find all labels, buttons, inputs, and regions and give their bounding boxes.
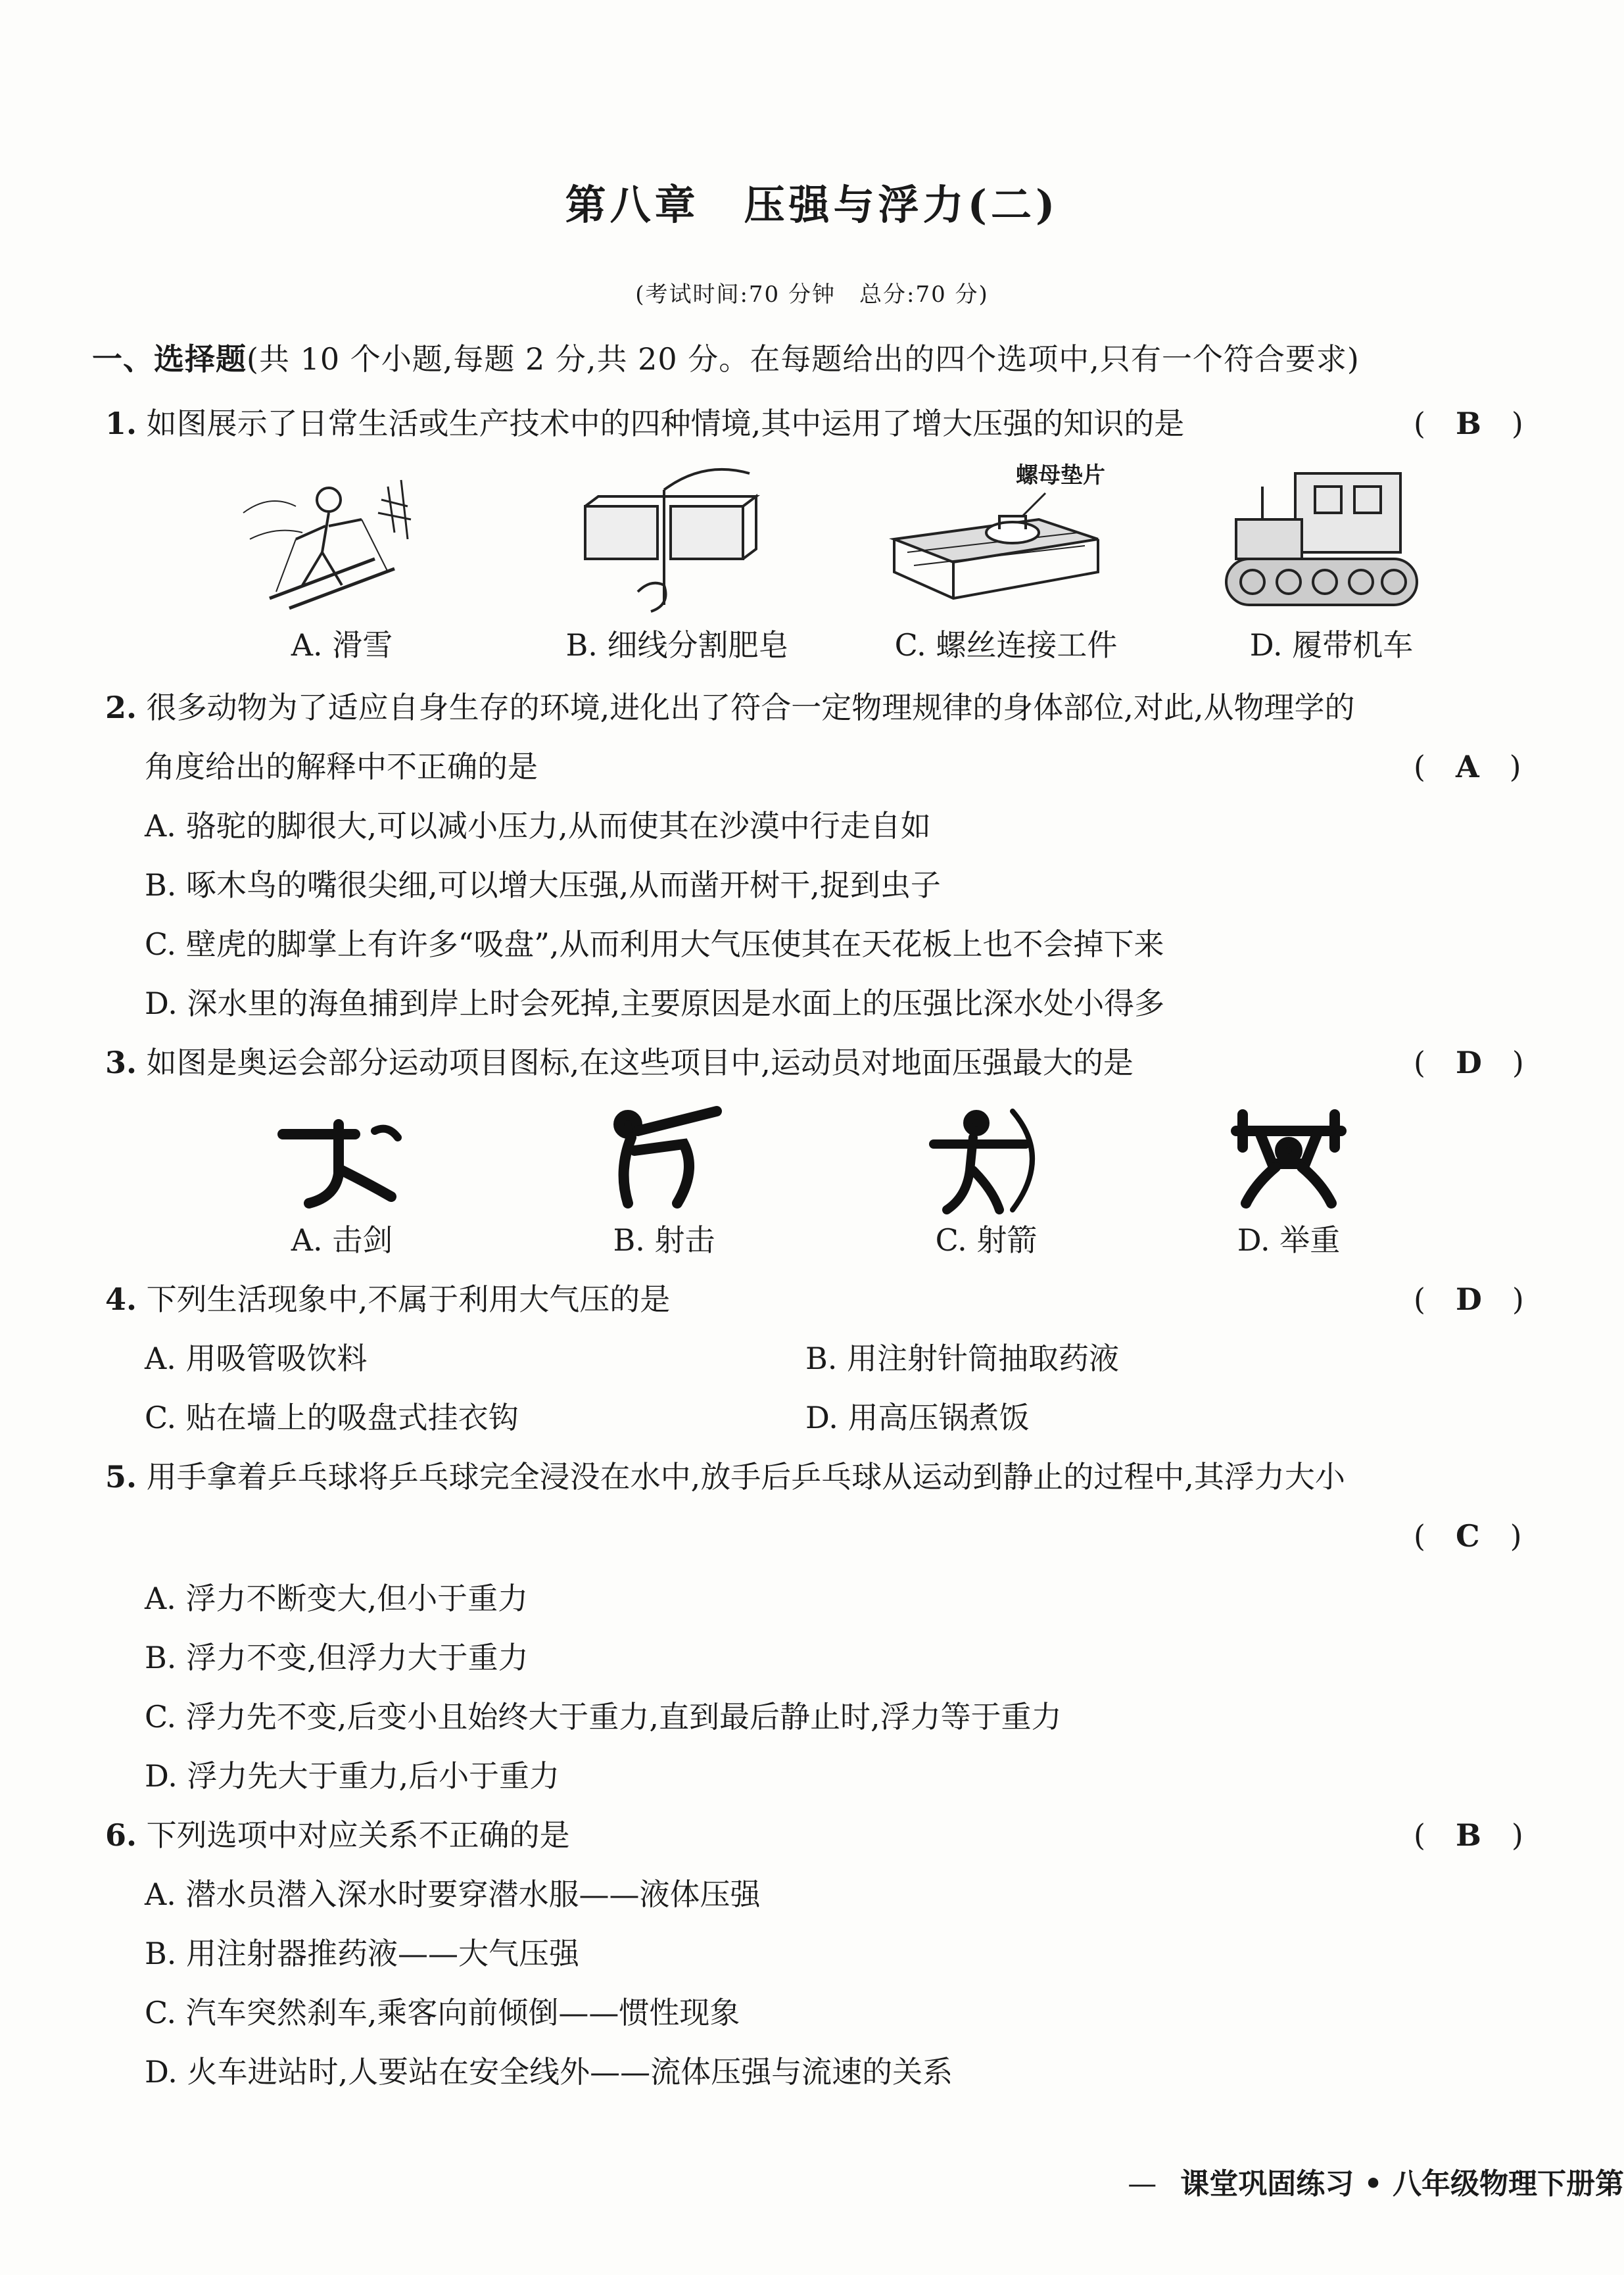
question-text: 如图是奥运会部分运动项目图标,在这些项目中,运动员对地面压强最大的是	[146, 1045, 1134, 1080]
question-text: 下列生活现象中,不属于利用大气压的是	[146, 1281, 671, 1317]
archery-pictogram	[920, 1105, 1052, 1216]
option-b: B. 浮力不变,但浮力大于重力	[145, 1640, 529, 1675]
question-text: 下列选项中对应关系不正确的是	[146, 1817, 570, 1853]
question-number: 6.	[105, 1817, 137, 1853]
fencing-pictogram	[276, 1111, 408, 1210]
option-d: D. 深水里的海鱼捕到岸上时会死掉,主要原因是水面上的压强比深水处小得多	[145, 986, 1165, 1021]
answer-bracket: ( A )	[1414, 749, 1521, 784]
figure-label: 螺母垫片	[1016, 462, 1105, 489]
option-c: C. 浮力先不变,后变小且始终大于重力,直到最后静止时,浮力等于重力	[145, 1699, 1062, 1735]
option-caption-a: A. 击剑	[291, 1222, 393, 1258]
answer-bracket: ( B )	[1414, 1817, 1523, 1853]
option-c: C. 汽车突然刹车,乘客向前倾倒——惯性现象	[145, 1995, 740, 2030]
question-2	[105, 684, 1355, 727]
option-caption-b: B. 射击	[613, 1222, 715, 1258]
page-footer	[1128, 2160, 1624, 2202]
question-number: 4.	[105, 1281, 137, 1317]
section-label: 一、选择题	[92, 341, 247, 377]
soap-cutting-illustration	[572, 460, 782, 618]
option-caption-a: A. 滑雪	[291, 627, 393, 663]
option-a: A. 潜水员潜入深水时要穿潜水服——液体压强	[145, 1877, 761, 1912]
footer-dash: —	[1128, 2167, 1157, 2201]
exam-meta: (考试时间:70 分钟 总分:70 分)	[635, 281, 989, 308]
answer-letter: B	[1455, 406, 1481, 441]
weightlifting-pictogram	[1223, 1105, 1354, 1210]
option-c: C. 贴在墙上的吸盘式挂衣钩	[145, 1400, 519, 1435]
answer-bracket: ( C )	[1414, 1518, 1522, 1554]
answer-letter: D	[1455, 1045, 1482, 1080]
question-5	[105, 1453, 1345, 1497]
option-caption-d: D. 履带机车	[1249, 627, 1414, 663]
option-caption-d: D. 举重	[1237, 1222, 1341, 1258]
question-number: 1.	[105, 406, 137, 441]
answer-bracket: ( D )	[1414, 1045, 1524, 1080]
answer-letter: A	[1455, 749, 1479, 784]
shooting-pictogram	[598, 1105, 730, 1210]
question-4	[105, 1276, 670, 1319]
question-6	[105, 1811, 570, 1855]
question-text: 用手拿着乒乓球将乒乓球完全浸没在水中,放手后乒乓球从运动到静止的过程中,其浮力大小	[146, 1459, 1345, 1495]
answer-letter: C	[1455, 1518, 1480, 1554]
option-d: D. 用高压锅煮饭	[805, 1400, 1030, 1435]
question-text: 很多动物为了适应自身生存的环境,进化出了符合一定物理规律的身体部位,对此,从物理学的	[146, 690, 1355, 725]
question-3	[105, 1039, 1134, 1082]
page-title: 第八章 压强与浮力(二)	[565, 181, 1059, 229]
answer-bracket: ( B )	[1414, 406, 1523, 441]
screw-washer-illustration	[881, 460, 1105, 618]
answer-bracket: ( D )	[1414, 1281, 1524, 1317]
option-caption-b: B. 细线分割肥皂	[565, 627, 789, 663]
crawler-tractor-illustration	[1216, 460, 1427, 618]
question-2-continued: 角度给出的解释中不正确的是	[145, 749, 538, 784]
answer-letter: B	[1455, 1817, 1481, 1853]
option-caption-c: C. 螺丝连接工件	[894, 627, 1118, 663]
option-b: B. 用注射器推药液——大气压强	[145, 1936, 580, 1971]
option-a: A. 浮力不断变大,但小于重力	[145, 1581, 529, 1616]
section-header	[92, 335, 1360, 379]
option-a: A. 骆驼的脚很大,可以减小压力,从而使其在沙漠中行走自如	[145, 808, 931, 844]
question-number: 3.	[105, 1045, 137, 1080]
option-d: D. 火车进站时,人要站在安全线外——流体压强与流速的关系	[145, 2054, 953, 2090]
question-number: 2.	[105, 690, 137, 725]
option-caption-c: C. 射箭	[935, 1222, 1038, 1258]
question-1	[105, 400, 1184, 443]
option-d: D. 浮力先大于重力,后小于重力	[145, 1758, 560, 1794]
option-c: C. 壁虎的脚掌上有许多“吸盘”,从而利用大气压使其在天花板上也不会掉下来	[145, 926, 1164, 962]
footer-text: 课堂巩固练习 • 八年级物理下册第	[1180, 2167, 1624, 2201]
question-text: 如图展示了日常生活或生产技术中的四种情境,其中运用了增大压强的知识的是	[146, 406, 1185, 441]
question-number: 5.	[105, 1459, 137, 1495]
section-desc: (共 10 个小题,每题 2 分,共 20 分。在每题给出的四个选项中,只有一个符合要求)	[247, 341, 1360, 377]
answer-letter: D	[1455, 1281, 1482, 1317]
option-a: A. 用吸管吸饮料	[145, 1341, 368, 1376]
skier-illustration	[230, 460, 441, 618]
option-b: B. 用注射针筒抽取药液	[805, 1341, 1120, 1376]
option-b: B. 啄木鸟的嘴很尖细,可以增大压强,从而凿开树干,捉到虫子	[145, 867, 941, 903]
